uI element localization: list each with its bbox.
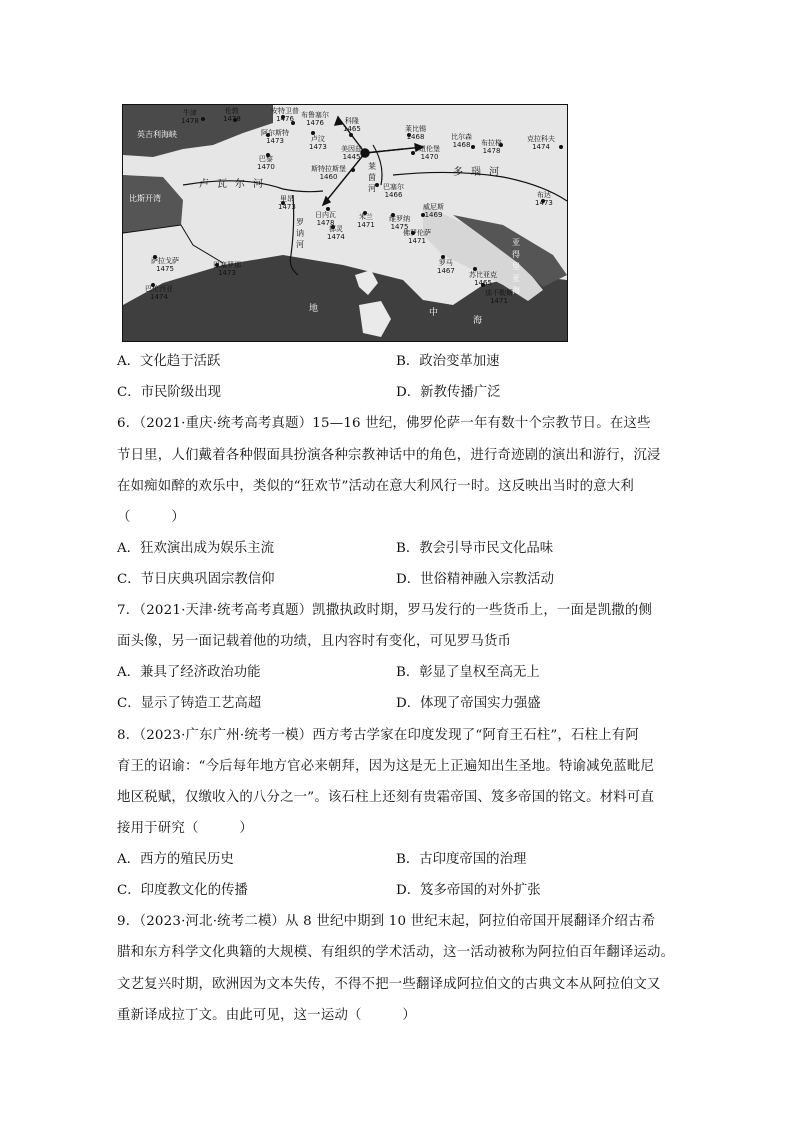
label-bay-of-biscay: 比斯开湾 xyxy=(129,194,161,203)
city-paris: 巴黎 1470 xyxy=(257,155,275,171)
city-oxford: 牛津 1478 xyxy=(181,109,199,125)
city-buda: 布达 1473 xyxy=(535,191,553,207)
city-strasbourg: 斯特拉斯堡 1460 xyxy=(311,165,346,181)
q9-stem-line-4: 重新译成拉丁文。由此可见，这一运动（ ） xyxy=(117,1008,416,1023)
q6-option-a[interactable]: A．狂欢演出成为娱乐主流 xyxy=(117,541,274,556)
q8-option-c[interactable]: C．印度教文化的传播 xyxy=(117,883,248,898)
city-antwerp: 安特卫普 1476 xyxy=(271,107,299,123)
q7-option-b[interactable]: B．彰显了皇权至高无上 xyxy=(396,665,540,680)
label-mediterranean-2: 中 xyxy=(429,308,439,318)
q6-answer-blank: （ ） xyxy=(117,510,185,525)
city-rome: 罗马 1467 xyxy=(437,259,455,275)
q5-option-b[interactable]: B．政治变革加速 xyxy=(396,354,500,369)
city-zaragoza: 萨拉戈萨 1475 xyxy=(151,257,179,273)
label-rhine-river: 莱茵河 xyxy=(368,162,376,193)
q8-stem-line-2: 育王的诏谕：“今后每年地方官必来朝拜，因为这是无上正遍知出生圣地。特谕减免蓝毗尼 xyxy=(117,759,655,774)
city-venice: 威尼斯 1469 xyxy=(423,203,444,219)
q9-stem-line-3: 文艺复兴时期，欧洲因为文本失传，不得不把一些翻译成阿拉伯文的古典文本从阿拉伯文又 xyxy=(117,977,661,992)
q5-option-a[interactable]: A．文化趋于活跃 xyxy=(117,354,221,369)
label-loire-river: 卢瓦尔河 xyxy=(199,179,271,190)
city-cologne: 科隆 1465 xyxy=(343,117,361,133)
city-utrecht: 阿尔斯特 1473 xyxy=(261,129,289,145)
q6-stem-line-2: 节日里，人们戴着各种假面具扮演各种宗教神话中的角色，进行奇迹剧的演出和游行，沉浸 xyxy=(117,448,661,463)
q8-option-d[interactable]: D．笈多帝国的对外扩张 xyxy=(396,883,541,898)
label-danube-river: 多瑙河 xyxy=(453,167,507,178)
city-barcelona: 巴塞罗那 1473 xyxy=(213,261,241,277)
city-london: 伦敦 1478 xyxy=(223,107,241,123)
city-milan: 米兰 1471 xyxy=(357,213,375,229)
city-louvain: 卢汶 1473 xyxy=(309,135,327,151)
q6-option-d[interactable]: D．世俗精神融入宗教活动 xyxy=(396,572,555,587)
city-lyon: 里昂 1473 xyxy=(278,195,296,211)
printing-spread-map xyxy=(122,104,568,342)
city-brussels: 布鲁塞尔 1476 xyxy=(301,111,329,127)
q6-option-c[interactable]: C．节日庆典巩固宗教信仰 xyxy=(117,572,275,587)
q6-option-b[interactable]: B．教会引导市民文化品味 xyxy=(396,541,554,556)
q5-option-c[interactable]: C．市民阶级出现 xyxy=(117,385,221,400)
q9-stem-line-2: 腊和东方科学文化典籍的大规模、有组织的学术活动，这一活动被称为阿拉伯百年翻译运动。 xyxy=(117,945,675,960)
q7-option-c[interactable]: C．显示了铸造工艺高超 xyxy=(117,696,262,711)
label-adriatic-sea: 亚得里亚海 xyxy=(512,238,520,295)
q9-stem-line-1: 9．（2023·河北·统考二模）从 8 世纪中期到 10 世纪末起，阿拉伯帝国开展翻译介绍古希 xyxy=(117,914,656,929)
q5-option-d[interactable]: D．新教传播广泛 xyxy=(396,385,501,400)
q8-stem-line-3: 地区税赋，仅缴收入的八分之一”。该石柱上还刻有贵霜帝国、笈多帝国的铭文。材料可直 xyxy=(117,790,655,805)
city-geneva: 日内瓦 1478 xyxy=(315,211,336,227)
q8-option-a[interactable]: A．西方的殖民历史 xyxy=(117,852,234,867)
city-turin: 都灵 1474 xyxy=(327,225,345,241)
q7-option-d[interactable]: D．体现了帝国实力强盛 xyxy=(396,696,541,711)
q6-stem-line-1: 6．（2021·重庆·统考高考真题）15—16 世纪，佛罗伦萨一年有数十个宗教节日。在这些 xyxy=(117,416,651,431)
city-subiaco: 苏比亚克 1465 xyxy=(469,271,497,287)
q8-stem-line-1: 8．（2023·广东广州·统考一模）西方考古学家在印度发现了“阿育王石柱”，石柱上有阿 xyxy=(117,728,639,743)
label-rhone-river: 罗讷河 xyxy=(296,218,304,249)
city-prague: 布拉格 1478 xyxy=(481,139,502,155)
city-mainz: 美因兹 1445 xyxy=(341,145,362,161)
city-krakow: 克拉科夫 1474 xyxy=(527,135,555,151)
city-nuremberg: 纽伦堡 1470 xyxy=(419,145,440,161)
q8-stem-line-4: 接用于研究（ ） xyxy=(117,821,253,836)
city-valencia: 巴伦西亚 1474 xyxy=(145,285,173,301)
city-florence: 佛罗伦萨 1471 xyxy=(403,229,431,245)
q6-stem-line-3: 在如痴如醉的欢乐中，类似的“狂欢节”活动在意大利风行一时。这反映出当时的意大利 xyxy=(117,479,634,494)
city-pilsen: 比尔森 1468 xyxy=(451,133,472,149)
label-mediterranean-1: 地 xyxy=(309,304,319,314)
q8-option-b[interactable]: B．古印度帝国的治理 xyxy=(396,852,527,867)
label-mediterranean-3: 海 xyxy=(473,316,483,326)
q7-option-a[interactable]: A．兼具了经济政治功能 xyxy=(117,665,261,680)
label-english-channel: 英吉利海峡 xyxy=(137,130,177,139)
city-verona: 维罗纳 1475 xyxy=(389,215,410,231)
q7-stem-line-2: 面头像，另一面记载着他的功绩，且内容时有变化，可见罗马货币 xyxy=(117,634,512,649)
city-basel: 巴塞尔 1466 xyxy=(383,183,404,199)
city-naples: 那不勒斯 1471 xyxy=(485,289,513,305)
q7-stem-line-1: 7．（2021·天津·统考高考真题）凯撒执政时期，罗马发行的一些货币上，一面是凯撒的侧 xyxy=(117,603,653,618)
city-leipzig: 莱比锡 1468 xyxy=(405,125,426,141)
